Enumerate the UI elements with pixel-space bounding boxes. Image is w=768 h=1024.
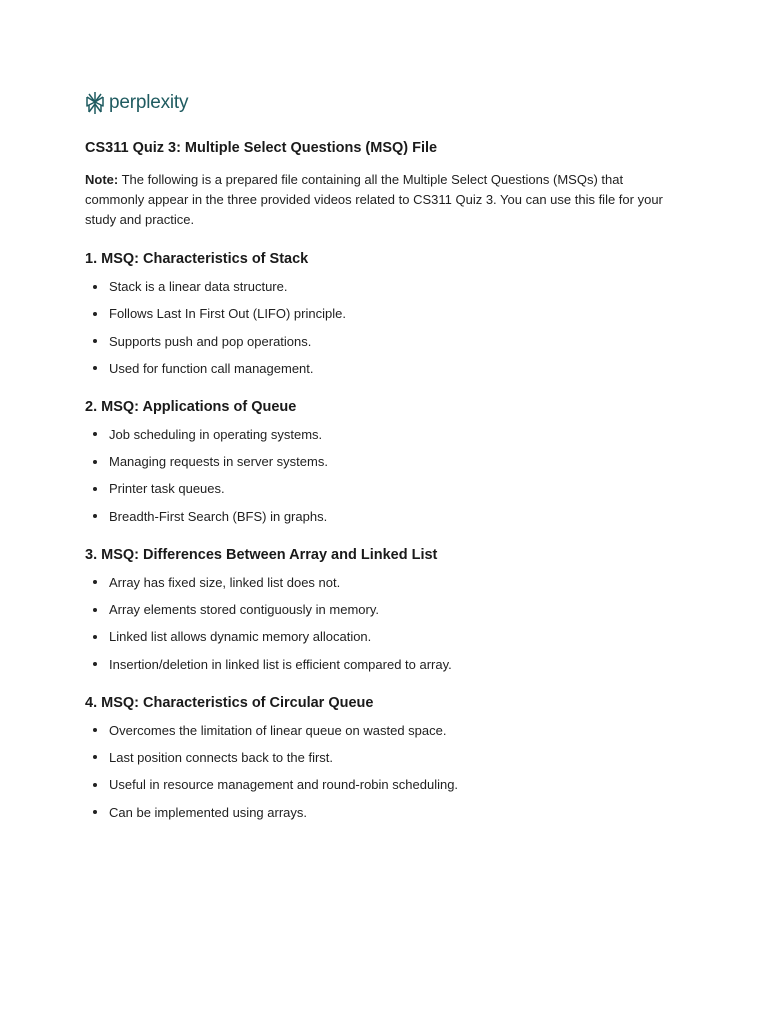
bullet-dot-icon xyxy=(93,312,97,316)
bullet-dot-icon xyxy=(93,662,97,666)
bullet-dot-icon xyxy=(93,460,97,464)
list-item xyxy=(85,479,685,498)
list-item xyxy=(85,452,685,471)
section-title: 1. MSQ: Characteristics of Stack xyxy=(85,251,309,267)
list-item xyxy=(85,425,685,444)
list-item-text: Managing requests in server systems. xyxy=(109,454,328,470)
list-item xyxy=(85,627,685,646)
list-item-text: Useful in resource management and round-robin scheduling. xyxy=(109,777,459,793)
list-item-text: Used for function call management. xyxy=(109,360,314,376)
bullet-list xyxy=(85,573,685,674)
bullet-dot-icon xyxy=(93,608,97,612)
note-label: Note: xyxy=(85,172,119,187)
document-content xyxy=(85,138,685,830)
bullet-dot-icon xyxy=(93,755,97,759)
list-item xyxy=(85,803,685,822)
bullet-list xyxy=(85,721,685,822)
list-item-text: Overcomes the limitation of linear queue on wasted space. xyxy=(109,722,447,738)
list-item xyxy=(85,277,685,296)
list-item-text: Job scheduling in operating systems. xyxy=(109,426,323,442)
list-item-text: Insertion/deletion in linked list is efficient compared to array. xyxy=(109,656,452,672)
list-item xyxy=(85,775,685,794)
intro-note xyxy=(85,170,685,230)
list-item xyxy=(85,600,685,619)
bullet-dot-icon xyxy=(93,783,97,787)
list-item-text: Supports push and pop operations. xyxy=(109,333,312,349)
note-text: The following is a prepared file containing all the Multiple Select Questions (MSQs) that commonly appear in the three provided videos related to CS311 Quiz 3. You can use this file for your study and practice. xyxy=(85,172,663,227)
list-item-text: Breadth-First Search (BFS) in graphs. xyxy=(109,508,328,524)
bullet-list xyxy=(85,277,685,378)
bullet-list xyxy=(85,425,685,526)
brand-logo xyxy=(85,90,188,116)
sections-container xyxy=(85,249,685,822)
bullet-dot-icon xyxy=(93,635,97,639)
section-title: 3. MSQ: Differences Between Array and Linked List xyxy=(85,546,438,563)
bullet-dot-icon xyxy=(93,339,97,343)
list-item xyxy=(85,359,685,378)
list-item xyxy=(85,655,685,674)
list-item-text: Array has fixed size, linked list does not. xyxy=(109,574,341,590)
list-item-text: Stack is a linear data structure. xyxy=(109,279,288,294)
bullet-dot-icon xyxy=(93,366,97,370)
bullet-dot-icon xyxy=(93,487,97,491)
list-item-text: Follows Last In First Out (LIFO) principle. xyxy=(109,306,346,322)
bullet-dot-icon xyxy=(93,285,97,289)
brand-name: perplexity xyxy=(109,92,189,113)
list-item xyxy=(85,748,685,767)
bullet-dot-icon xyxy=(93,514,97,518)
bullet-dot-icon xyxy=(93,432,97,436)
list-item-text: Linked list allows dynamic memory allocation. xyxy=(109,629,372,645)
document-title: CS311 Quiz 3: Multiple Select Questions (MSQ) File xyxy=(85,140,438,156)
section-title: 4. MSQ: Characteristics of Circular Queue xyxy=(85,694,374,711)
perplexity-logo-icon xyxy=(85,91,105,115)
section-title: 2. MSQ: Applications of Queue xyxy=(85,398,297,415)
list-item xyxy=(85,304,685,323)
list-item-text: Array elements stored contiguously in memory. xyxy=(109,602,379,618)
list-item-text: Last position connects back to the first. xyxy=(109,749,334,765)
bullet-dot-icon xyxy=(93,728,97,732)
list-item-text: Can be implemented using arrays. xyxy=(109,804,307,820)
bullet-dot-icon xyxy=(93,810,97,814)
list-item xyxy=(85,721,685,740)
list-item xyxy=(85,507,685,526)
list-item xyxy=(85,332,685,351)
list-item-text: Printer task queues. xyxy=(109,481,225,497)
bullet-dot-icon xyxy=(93,580,97,584)
list-item xyxy=(85,573,685,592)
